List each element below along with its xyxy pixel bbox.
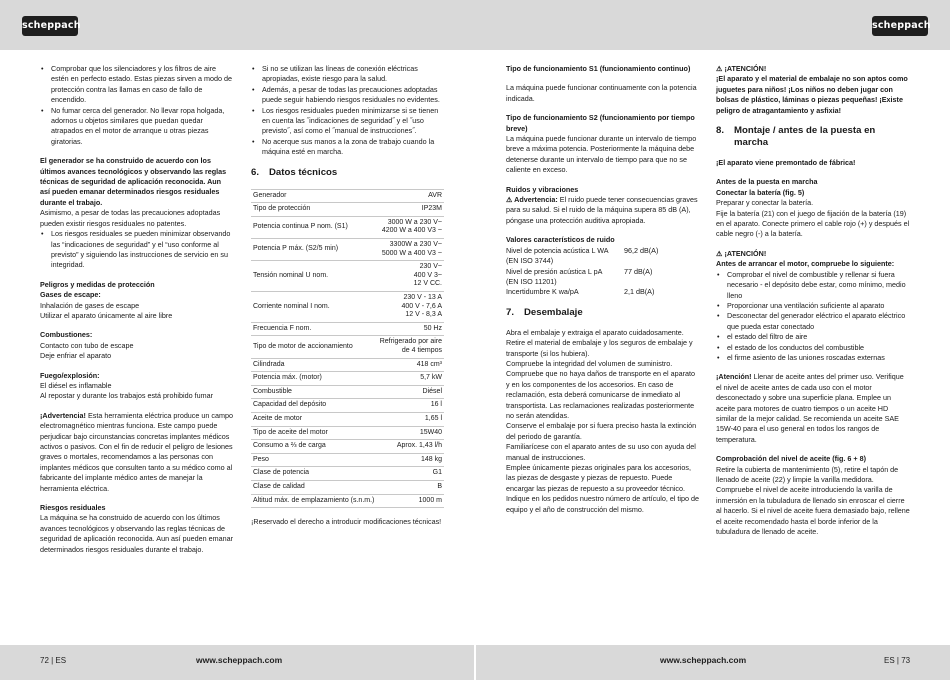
spec-value: 230 V~ 400 V 3~ 12 V CC.	[377, 261, 444, 292]
spec-value: 1000 m	[377, 494, 444, 508]
oil-check-text: Retire la cubierta de mantenimiento (5), retire el tapón de llenado de aceite (22) y limpie la varilla medidora. Compruebe el nivel de aceite introduciendo la varilla de inmersión en la tubuladura de llenado sin enroscar el cierre al hacerlo. Si el nivel de aceite fuera demasiado bajo, rellene el aceite recomendado hasta el borde inferior de la tubuladura de llenado de aceite.	[716, 464, 910, 537]
list-item: • No acerque sus manos a la zona de trabajo cuando la máquina esté en marcha.	[251, 137, 444, 158]
connect-battery-text: Preparar y conectar la batería. Fije la batería (21) con el juego de fijación de la batería (19) en el aparato. Conecte primero el cable rojo (+) y después el cable negro (-) a la batería.	[716, 198, 910, 239]
noise-value-label: Incertidumbre K wa/pA	[506, 287, 579, 297]
table-row	[251, 261, 444, 292]
spec-label: Combustible	[251, 385, 377, 399]
noise-value: 96,2 dB(A)	[624, 245, 659, 255]
exhaust-gases-line-2: Utilizar el aparato únicamente al aire libre	[40, 310, 173, 320]
spec-value: AVR	[377, 189, 444, 203]
fire-heading: Fuego/explosión:	[40, 370, 100, 380]
table-row	[251, 480, 444, 494]
s1-heading: Tipo de funcionamiento S1 (funcionamiento continuo)	[506, 64, 691, 73]
section-8-heading	[716, 125, 910, 149]
attention-heading-1: ⚠ ¡ATENCIÓN!	[716, 64, 767, 73]
warning-label: ¡Advertencia!	[40, 410, 86, 420]
attention-subheading-2: Antes de arrancar el motor, compruebe lo siguiente:	[716, 259, 895, 269]
list-item: • No fumar cerca del generador. No llevar ropa holgada, adornos u objetos similares que puedan quedar atrapados en el motor de arranque u otras piezas giratorias.	[40, 106, 233, 148]
residual-risk-paragraph: Asimismo, a pesar de todas las precauciones adoptadas pueden existir riesgos residuales no patentes.	[40, 208, 221, 228]
fire-line-2: Al repostar y durante los trabajos está prohibido fumar	[40, 391, 213, 401]
spec-value: 5,7 kW	[377, 372, 444, 386]
spec-label: Capacidad del depósito	[251, 399, 377, 413]
spec-value: 3000 W a 230 V~ 4200 W a 400 V3 ~	[377, 216, 444, 238]
spec-label: Potencia máx. (motor)	[251, 372, 377, 386]
noise-values-heading: Valores característicos de ruido	[506, 235, 615, 245]
table-row	[251, 372, 444, 386]
spec-label: Cilindrada	[251, 358, 377, 372]
unpacking-text: Abra el embalaje y extraiga el aparato cuidadosamente. Retire el material de embalaje y los seguros de embalaje y transporte (si los hubiera). Compruebe la integridad del volumen de suministro. Compruebe que no haya daños de transporte en el aparato y en los componentes de los accesorios. En caso de reclamación, esta deberá comunicarse de inmediato al transportista. Las reclamaciones realizadas posteriormente no serán atendidas. Conserve el embalaje por si fuera preciso hasta la extinción del periodo de garantía. Familiarícese con el aparato antes de su uso con ayuda del manual de instrucciones. Emplee únicamente piezas originales para los accesorios, las piezas de desgaste y piezas de repuesto. Puede encargar las piezas de repuesto a su proveedor técnico. Indique en los pedidos nuestro número de artículo, el tipo de equipo y el año de construcción del mismo.	[506, 327, 699, 514]
section-number: 6.	[251, 166, 260, 178]
list-item: • Los riesgos residuales se pueden minimizar observando las “indicaciones de seguridad” y el “uso conforme al previsto” y siguiendo las instrucciones de servicio en su integridad.	[40, 229, 233, 271]
section-number: 8.	[716, 125, 725, 137]
table-row	[251, 399, 444, 413]
before-start-heading: Antes de la puesta en marcha	[716, 177, 818, 187]
spec-label: Tipo de protección	[251, 203, 377, 217]
table-row	[251, 494, 444, 508]
list-item: • el estado del filtro de aire	[716, 332, 910, 342]
spec-label: Potencia continua P nom. (S1)	[251, 216, 377, 238]
page-72-column-right	[251, 64, 444, 528]
spec-label: Consumo a ⅔ de carga	[251, 440, 377, 454]
fire-line-1: El diésel es inflamable	[40, 380, 112, 390]
list-item: • Comprobar que los silenciadores y los filtros de aire estén en perfecto estado. Estas piezas sirven a modo de protección contra las llamas en caso de fallo de encendido.	[40, 64, 233, 106]
section-title: Montaje / antes de la puesta en marcha	[734, 125, 876, 149]
table-row	[251, 336, 444, 358]
website-link-right[interactable]: www.scheppach.com	[660, 655, 747, 665]
spec-value: 15W40	[377, 426, 444, 440]
footer-bar	[0, 645, 950, 680]
bullet-list-residual	[40, 229, 233, 271]
spec-value: IP23M	[377, 203, 444, 217]
page-73-column-left	[506, 64, 699, 515]
table-row	[251, 189, 444, 203]
list-item: • Comprobar el nivel de combustible y rellenar si fuera necesario - el depósito debe estar, como mínimo, medio lleno	[716, 270, 910, 301]
s2-text: La máquina puede funcionar durante un intervalo de tiempo breve a máxima potencia. Posteriormente la máquina debe detenerse durante un intervalo de tiempo para que no se caliente en exceso.	[506, 134, 697, 175]
brand-logo-left: scheppach	[22, 16, 78, 36]
spec-label: Generador	[251, 189, 377, 203]
noise-warning-text: El ruido puede tener consecuencias graves para su salud. Si el ruido de la máquina supera 85 dB (A), póngase una protección auditiva apropiada.	[506, 195, 698, 225]
spec-label: Potencia P máx. (S2/5 min)	[251, 239, 377, 261]
table-row	[251, 216, 444, 238]
spec-value: 230 V - 13 A 400 V - 7,6 A 12 V - 8,3 A	[377, 292, 444, 323]
spec-value: 418 cm³	[377, 358, 444, 372]
table-row	[251, 322, 444, 336]
exhaust-gases-heading: Gases de escape:	[40, 290, 101, 300]
spec-label: Tipo de motor de accionamiento	[251, 336, 377, 358]
section-title: Desembalaje	[524, 306, 583, 318]
list-item: • el estado de los conductos del combustible	[716, 343, 910, 353]
spec-value: 148 kg	[377, 453, 444, 467]
table-row	[251, 426, 444, 440]
list-item: • Los riesgos residuales pueden minimizarse si se tienen en cuenta las ˝indicaciones de seguridad˝ y el ˝uso previsto˝, así como el ˝manual de instrucciones˝.	[251, 106, 444, 137]
technical-changes-note: ¡Reservado el derecho a introducir modificaciones técnicas!	[251, 517, 442, 527]
spec-label: Tipo de aceite del motor	[251, 426, 377, 440]
oil-attention-label: ¡Atención!	[716, 372, 752, 382]
header-bar	[0, 0, 950, 50]
spec-label: Clase de potencia	[251, 467, 377, 481]
spec-value: 16 l	[377, 399, 444, 413]
residual-risk-bold-paragraph: El generador se ha construido de acuerdo con los últimos avances tecnológicos y observando las reglas técnicas de seguridad de aplicación reconocida. Aun así pueden emanar determinados riesgos residuales durante el trabajo.	[40, 156, 227, 207]
spec-label: Peso	[251, 453, 377, 467]
oil-check-heading: Comprobación del nivel de aceite (fig. 6 + 8)	[716, 454, 866, 464]
section-7-heading	[506, 307, 699, 319]
burns-line-1: Contacto con tubo de escape	[40, 340, 134, 350]
list-item: • Además, a pesar de todas las precauciones adoptadas puede seguir habiendo riesgos residuales no evidentes.	[251, 85, 444, 106]
table-row	[251, 358, 444, 372]
table-row	[251, 385, 444, 399]
bullet-list-risks	[251, 64, 444, 158]
spec-label: Frecuencia F nom.	[251, 322, 377, 336]
pre-start-checklist	[716, 270, 910, 364]
noise-value-label: Nivel de potencia acústica L WA (EN ISO 3744)	[506, 245, 609, 266]
spec-value: G1	[377, 467, 444, 481]
spec-value: 1,65 l	[377, 412, 444, 426]
noise-warning	[506, 195, 699, 226]
spec-value: 50 Hz	[377, 322, 444, 336]
spec-value: Aprox. 1,43 l/h	[377, 440, 444, 454]
warning-paragraph	[40, 411, 233, 494]
spec-label: Corriente nominal I nom.	[251, 292, 377, 323]
list-item: • el firme asiento de las uniones roscadas externas	[716, 353, 910, 363]
table-row	[251, 239, 444, 261]
page-72-column-left	[40, 64, 233, 555]
table-row	[251, 203, 444, 217]
noise-heading: Ruidos y vibraciones	[506, 184, 579, 194]
exhaust-gases-line-1: Inhalación de gases de escape	[40, 300, 140, 310]
table-row	[251, 440, 444, 454]
section-title: Datos técnicos	[269, 166, 338, 178]
noise-warning-label: ⚠ Advertencia:	[506, 195, 558, 205]
table-row	[251, 467, 444, 481]
spec-value: Diésel	[377, 385, 444, 399]
page-number-right: ES | 73	[884, 656, 911, 665]
page-73-column-right	[716, 64, 910, 537]
attention-heading-2: ⚠ ¡ATENCIÓN!	[716, 248, 767, 258]
table-row	[251, 412, 444, 426]
section-number: 7.	[506, 306, 515, 318]
noise-value: 2,1 dB(A)	[624, 287, 655, 297]
table-row	[251, 453, 444, 467]
warning-text: Esta herramienta eléctrica produce un campo electromagnético mientras funciona. Este campo puede perjudicar bajo circunstancias concretas implantes médicos activos o pasivos. Con el fin de reducir el peligro de lesiones graves o mortales, recomendamos a las personas con implantes médicos que consulten tanto a su médico como al fabricante del implante médico antes de manejar la herramienta eléctrica.	[40, 410, 233, 493]
spec-value: B	[377, 480, 444, 494]
bullet-list-safety-top	[40, 64, 233, 147]
list-item: • Desconectar del generador eléctrico el aparato eléctrico que pueda estar conectado	[716, 311, 910, 332]
spec-value: Refrigerado por aire de 4 tiempos	[377, 336, 444, 358]
brand-logo-right: scheppach	[872, 16, 928, 36]
s1-text: La máquina puede funcionar continuamente con la potencia indicada.	[506, 83, 697, 103]
spec-value: 3300W a 230 V~ 5000 W a 400 V3 ~	[377, 239, 444, 261]
s2-heading: Tipo de funcionamiento S2 (funcionamiento por tiempo breve)	[506, 113, 695, 133]
list-item: • Proporcionar una ventilación suficiente al aparato	[716, 301, 910, 311]
residual-risks-text: La máquina se ha construido de acuerdo con los últimos avances tecnológicos y observando las reglas técnicas de seguridad de aplicación reconocida. Aun así pueden emanar determinados riesgos residuales durante el trabajo.	[40, 513, 233, 554]
residual-risks-heading: Riesgos residuales	[40, 503, 106, 513]
hazards-heading: Peligros y medidas de protección	[40, 279, 155, 289]
attention-text-1: ¡El aparato y el material de embalaje no son aptos como juguetes para niños! ¡Los niños no deben jugar con bolsas de plástico, láminas o piezas pequeñas! ¡Existe peligro de atragantamiento y asfixia!	[716, 74, 908, 115]
oil-text: Llenar de aceite antes del primer uso. Verifique el nivel de aceite antes de cada uso con el motor desconectado y sobre una superficie plana. Emplee un aceite para motores de cuatro tiempos o un aceite HD similar de la mejor calidad. Se recomienda un aceite SAE 15W-40 para el uso general en todos los rangos de temperatura.	[716, 372, 904, 444]
spec-label: Tensión nominal U nom.	[251, 261, 377, 292]
spec-label: Clase de calidad	[251, 480, 377, 494]
table-row	[251, 292, 444, 323]
technical-data-table	[251, 189, 444, 508]
spec-label: Altitud máx. de emplazamiento (s.n.m.)	[251, 494, 377, 508]
noise-value: 77 dB(A)	[624, 266, 653, 276]
website-link-left[interactable]: www.scheppach.com	[196, 655, 283, 665]
noise-values-list	[506, 246, 699, 298]
spec-label: Aceite de motor	[251, 412, 377, 426]
burns-heading: Combustiones:	[40, 330, 93, 340]
section-6-heading	[251, 167, 444, 179]
list-item: • Si no se utilizan las líneas de conexión eléctricas apropiadas, existe riesgo para la salud.	[251, 64, 444, 85]
page-divider	[474, 645, 476, 680]
premounted-note: ¡El aparato viene premontado de fábrica!	[716, 158, 856, 168]
oil-paragraph	[716, 372, 910, 445]
connect-battery-heading: Conectar la batería (fig. 5)	[716, 187, 805, 197]
burns-line-2: Deje enfriar el aparato	[40, 351, 112, 361]
page-number-left: 72 | ES	[40, 656, 67, 665]
noise-value-label: Nivel de presión acústica L pA (EN ISO 11201)	[506, 266, 603, 286]
